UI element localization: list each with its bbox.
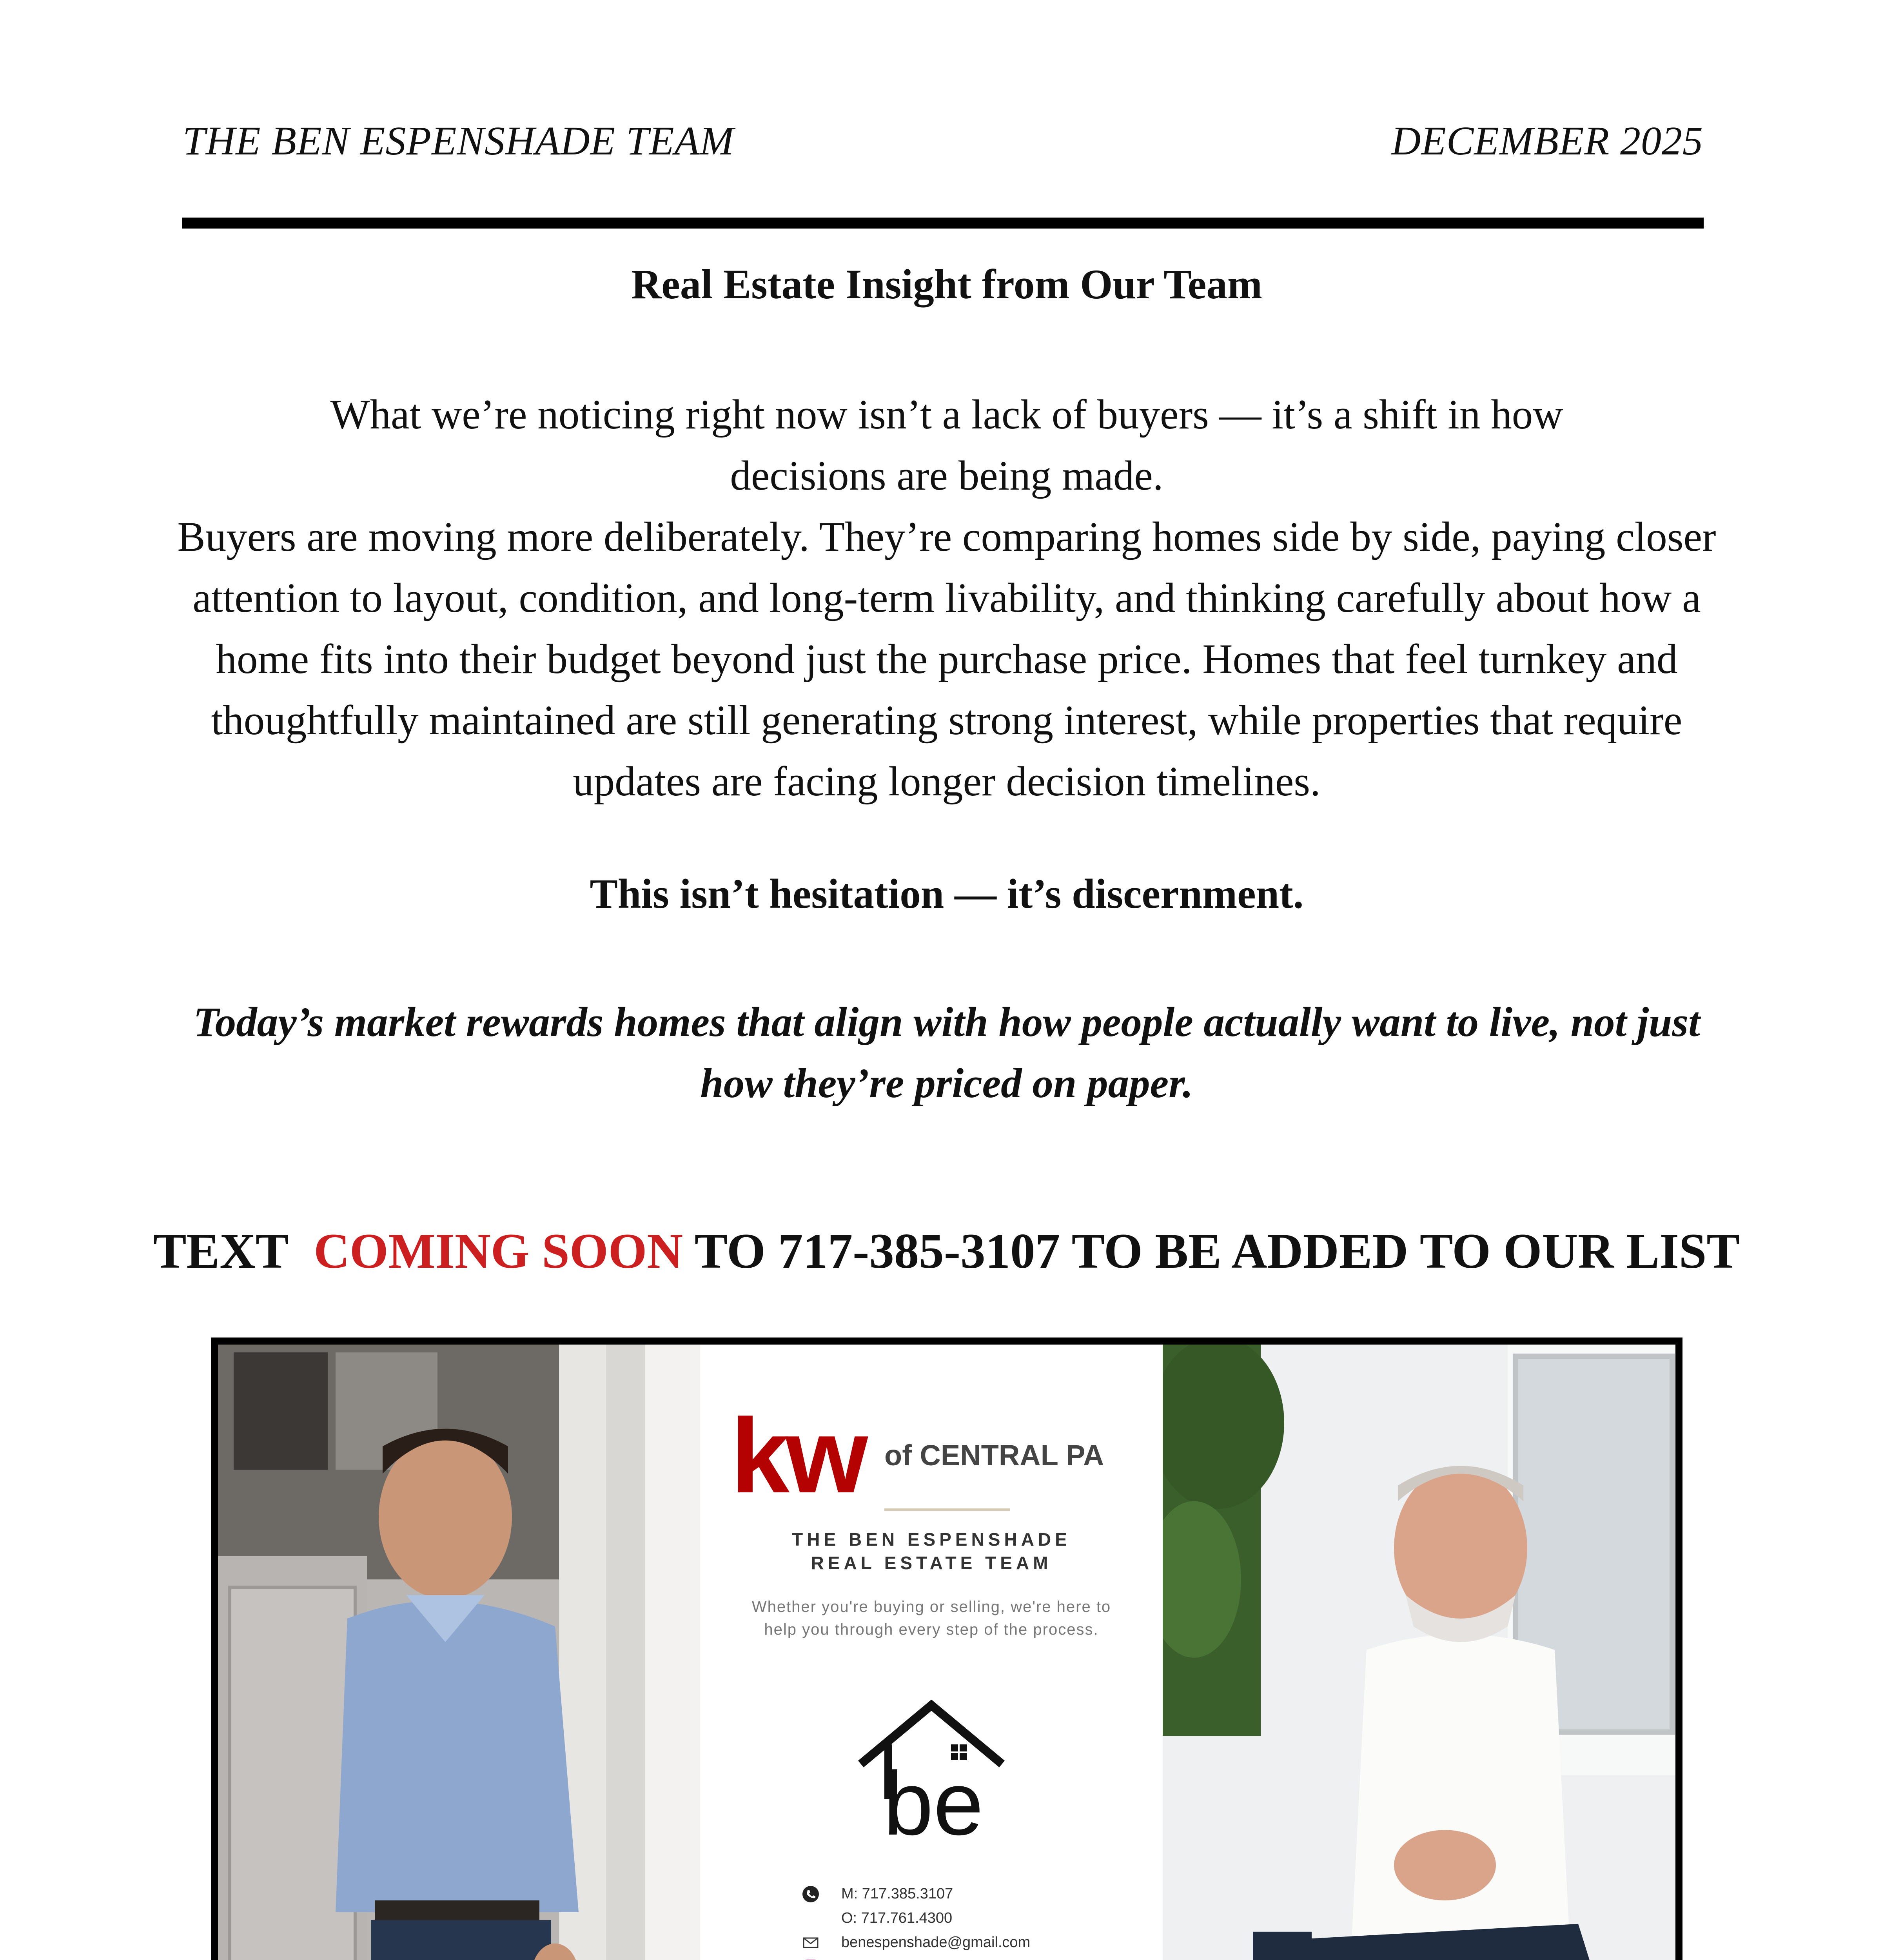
contact-instagram bbox=[802, 1955, 1030, 1960]
team-name-line-2: REAL ESTATE TEAM bbox=[811, 1553, 1052, 1573]
cta-keyword: COMING SOON bbox=[314, 1224, 683, 1279]
contact-block bbox=[802, 1882, 1030, 1960]
header-divider bbox=[182, 218, 1704, 229]
kw-underline bbox=[884, 1508, 1010, 1511]
team-name-line-1: THE BEN ESPENSHADE bbox=[792, 1529, 1071, 1550]
cta-suffix: TO 717-385-3107 TO BE ADDED TO OUR LIST bbox=[694, 1224, 1740, 1279]
team-tagline: Whether you're buying or selling, we're here to help you through every step of the process. bbox=[751, 1598, 1111, 1638]
be-logo-text: be bbox=[883, 1753, 984, 1846]
kw-logo: kw bbox=[731, 1397, 864, 1515]
business-card bbox=[700, 1345, 1163, 1960]
contact-email: benespenshade@gmail.com bbox=[802, 1930, 1030, 1955]
phone-icon bbox=[802, 1886, 819, 1903]
agent-photo-left bbox=[218, 1345, 700, 1960]
article-closing: Today’s market rewards homes that align with how people actually want to live, not just how they’re priced on paper. bbox=[193, 999, 1700, 1107]
article-emphasis: This isn’t hesitation — it’s discernment. bbox=[590, 871, 1304, 917]
kw-region: of CENTRAL PA bbox=[884, 1439, 1104, 1472]
team-banner bbox=[211, 1338, 1682, 1960]
instagram-icon bbox=[802, 1958, 819, 1960]
article-heading: Real Estate Insight from Our Team bbox=[631, 261, 1262, 308]
newsletter-team-name: THE BEN ESPENSHADE TEAM bbox=[183, 118, 734, 163]
contact-phone-office: O: 717.761.4300 bbox=[841, 1910, 953, 1926]
article-paragraph-1: What we’re noticing right now isn’t a lack of buyers — it’s a shift in how decisions are being made. bbox=[330, 392, 1563, 499]
cta-prefix: TEXT bbox=[153, 1224, 289, 1279]
newsletter-date: DECEMBER 2025 bbox=[1391, 118, 1703, 163]
text-signup-cta bbox=[118, 1223, 1775, 1280]
article-body bbox=[165, 384, 1729, 812]
be-house-logo bbox=[849, 1697, 1014, 1846]
mail-icon bbox=[802, 1934, 819, 1951]
contact-phone-mobile: M: 717.385.3107 bbox=[802, 1882, 1030, 1906]
article-paragraph-2: Buyers are moving more deliberately. They’re comparing homes side by side, paying closer attention to layout, condition, and long-term livability, and thinking carefully about how a home fits into their budget beyond just the purchase price. Homes that feel turnkey and thoughtfully maintained are still generating strong interest, while properties that require updates are facing longer decision timelines. bbox=[177, 514, 1716, 805]
agent-photo-right bbox=[1163, 1345, 1682, 1960]
